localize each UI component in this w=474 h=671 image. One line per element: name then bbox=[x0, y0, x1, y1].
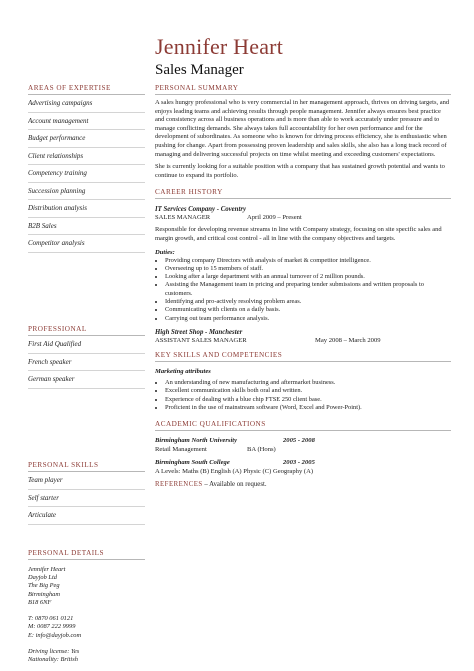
education-row bbox=[155, 459, 451, 468]
list-item: German speaker bbox=[28, 371, 145, 389]
list-item: Budget performance bbox=[28, 130, 145, 148]
list-item: • Excellent communication skills both oral and written. bbox=[165, 387, 451, 395]
detail-line: The Big Peg bbox=[28, 582, 60, 590]
school-name: Birmingham North University bbox=[155, 437, 238, 445]
personal-skills-section bbox=[28, 461, 145, 525]
school-years: 2003 - 2005 bbox=[283, 459, 315, 467]
list-item: • Proficient in the use of mainstream software (Word, Excel and Power-Point). bbox=[165, 404, 451, 412]
key-skills-subheading: Marketing attributes bbox=[155, 367, 211, 375]
school-years: 2005 - 2008 bbox=[283, 437, 315, 445]
career-heading: CAREER HISTORY bbox=[155, 188, 451, 199]
list-item: First Aid Qualified bbox=[28, 336, 145, 354]
school-name: Birmingham South College bbox=[155, 459, 230, 467]
expertise-section bbox=[28, 84, 145, 253]
list-item: Team player bbox=[28, 472, 145, 490]
list-item: Account management bbox=[28, 113, 145, 131]
personal-details-heading: PERSONAL DETAILS bbox=[28, 549, 145, 560]
summary-paragraph: She is currently looking for a suitable position with a company that has sustained growth potential and wants to continue to expand its portfolio. bbox=[155, 163, 445, 179]
professional-list bbox=[28, 336, 145, 389]
detail-line: M: 0087 222 9999 bbox=[28, 623, 76, 631]
detail-line: Driving license: Yes bbox=[28, 647, 80, 655]
list-item: Succession planning bbox=[28, 183, 145, 201]
list-item: • Identifying and pro-actively resolving problem areas. bbox=[165, 298, 451, 306]
personal-details-section bbox=[28, 549, 145, 664]
degree-name: BA (Hons) bbox=[247, 446, 276, 454]
list-item: Distribution analysis bbox=[28, 200, 145, 218]
personal-details-text bbox=[28, 566, 145, 664]
professional-heading: PROFESSIONAL bbox=[28, 325, 145, 336]
education-section bbox=[155, 420, 451, 477]
expertise-heading: AREAS OF EXPERTISE bbox=[28, 84, 145, 95]
expertise-list bbox=[28, 95, 145, 253]
job-role-title: Sales Manager bbox=[155, 62, 244, 78]
education-heading: ACADEMIC QUALIFICATIONS bbox=[155, 420, 451, 431]
detail-line: Nationality: British bbox=[28, 656, 78, 664]
course-name: A Levels: Maths (B) English (A) Physic (C) Geography (A) bbox=[155, 468, 314, 476]
duties-list bbox=[155, 257, 451, 323]
list-item: Client relationships bbox=[28, 148, 145, 166]
list-item: • Overseeing up to 15 members of staff. bbox=[165, 265, 451, 273]
job-row bbox=[155, 214, 451, 223]
list-item: • Carrying out team performance analysis. bbox=[165, 315, 451, 323]
detail-line: T: 0870 061 0121 bbox=[28, 615, 74, 623]
references-section bbox=[155, 481, 451, 488]
career-section bbox=[155, 188, 451, 346]
sidebar bbox=[28, 84, 145, 664]
job-title: SALES MANAGER bbox=[155, 214, 211, 222]
detail-line: Jennifer Heart bbox=[28, 566, 66, 573]
summary-paragraph: A sales hungry professional who is very commercial in her management approach, thrives on driving targets, and enjoys leading teams and achieving results through people management. Jennifer always ensures best practice and consistency across all business operations and is more than able to work accurately under pressure and to manage conflicting demands. She always takes full accountability for her own performance and for the development of subordinates. As someone who is known for driving process efficiency, she is enthusiastic when pushing for change. Apart from possessing proven leadership and sales skills, she also has a long track record of managing and delivering successful projects on time whilst meeting and exceeding customers' expectations. bbox=[155, 99, 450, 158]
key-skills-section bbox=[155, 351, 451, 412]
list-item: • Experience of dealing with a blue chip FTSE 250 client base. bbox=[165, 396, 451, 404]
detail-line: B18 6NF bbox=[28, 598, 52, 606]
education-row bbox=[155, 437, 451, 446]
detail-line: Birmingham bbox=[28, 590, 60, 598]
list-item: Articulate bbox=[28, 507, 145, 525]
job-description: Responsible for developing revenue streams in line with Company strategy, focusing on site specific sales and margin growth, and critical cost control - all in line with the company objectives and targets. bbox=[155, 226, 442, 242]
list-item: B2B Sales bbox=[28, 218, 145, 236]
detail-line: E: info@dayjob.com bbox=[28, 631, 82, 639]
list-item: • Communicating with clients on a daily basis. bbox=[165, 306, 451, 314]
key-skills-list bbox=[155, 379, 451, 412]
duties-heading: Duties: bbox=[155, 248, 175, 256]
main-content bbox=[155, 84, 451, 488]
education-row bbox=[155, 468, 451, 477]
job-dates: April 2009 – Present bbox=[247, 214, 302, 222]
course-name: Retail Management bbox=[155, 446, 207, 454]
key-skills-heading: KEY SKILLS AND COMPETENCIES bbox=[155, 351, 451, 362]
job-row bbox=[155, 337, 451, 346]
list-item: Self starter bbox=[28, 490, 145, 508]
professional-section bbox=[28, 325, 145, 389]
candidate-name: Jennifer Heart bbox=[155, 34, 284, 59]
summary-section bbox=[155, 84, 451, 180]
education-row bbox=[155, 446, 451, 455]
list-item: French speaker bbox=[28, 354, 145, 372]
list-item: • An understanding of new manufacturing and aftermarket business. bbox=[165, 379, 451, 387]
personal-skills-list bbox=[28, 472, 145, 525]
job-company: High Street Shop - Manchester bbox=[155, 328, 243, 336]
list-item: Competency training bbox=[28, 165, 145, 183]
list-item: • Assisting the Management team in pricing and preparing tender submissions and written proposals to customers. bbox=[165, 281, 451, 298]
detail-line: Dayjob Ltd bbox=[28, 574, 57, 582]
list-item: • Providing company Directors with analysis of market & competitor intelligence. bbox=[165, 257, 451, 265]
references-text: – Available on request. bbox=[204, 481, 267, 489]
summary-heading: PERSONAL SUMMARY bbox=[155, 84, 451, 95]
references-heading: REFERENCES bbox=[155, 481, 203, 489]
list-item: Competitor analysis bbox=[28, 235, 145, 253]
job-dates: May 2008 – March 2009 bbox=[315, 336, 381, 344]
job-company: IT Services Company - Coventry bbox=[155, 206, 246, 214]
list-item: • Looking after a large department with an annual turnover of 2 million pounds. bbox=[165, 273, 451, 281]
personal-skills-heading: PERSONAL SKILLS bbox=[28, 461, 145, 472]
list-item: Advertising campaigns bbox=[28, 95, 145, 113]
job-title: ASSISTANT SALES MANAGER bbox=[155, 336, 247, 344]
